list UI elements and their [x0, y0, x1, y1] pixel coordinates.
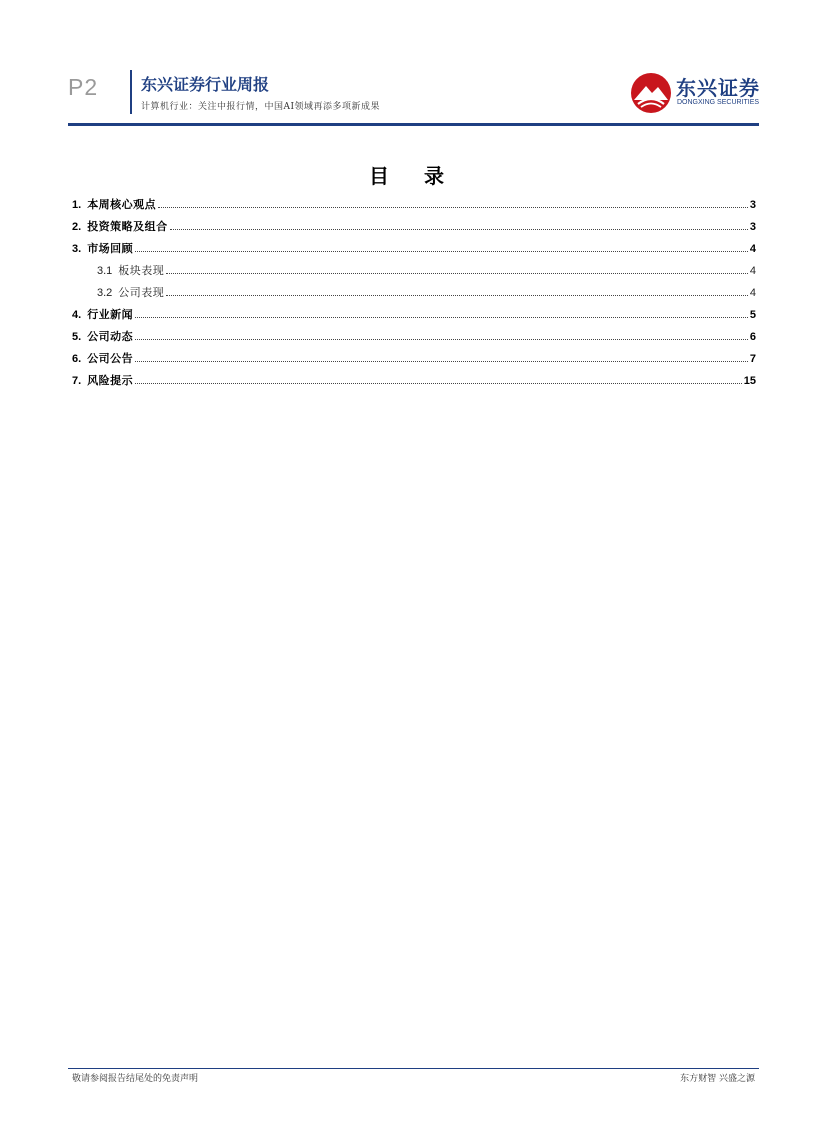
toc-entry-page: 3	[749, 199, 756, 211]
toc-leader-dots	[170, 228, 748, 230]
toc-entry-page: 4	[749, 243, 756, 255]
logo-name: 东兴证券	[676, 76, 760, 100]
report-title: 东兴证券行业周报	[141, 75, 270, 94]
toc-entry-number: 7.	[72, 375, 82, 387]
toc-entry-page: 4	[749, 287, 756, 299]
toc-leader-dots	[158, 206, 748, 208]
page-number: P2	[68, 74, 99, 100]
toc-entry-label: 风险提示	[87, 374, 134, 387]
toc-leader-dots	[166, 272, 748, 274]
toc-entry-page: 15	[743, 375, 756, 387]
toc-entry-label: 市场回顾	[87, 242, 134, 255]
toc-entry-label: 本周核心观点	[87, 198, 157, 211]
toc-leader-dots	[135, 338, 748, 340]
toc-entry-label: 公司动态	[87, 330, 134, 343]
toc-entry[interactable]	[72, 218, 756, 240]
toc-entry-label: 公司表现	[118, 286, 165, 299]
toc-entry-label: 板块表现	[118, 264, 165, 277]
toc-leader-dots	[135, 250, 748, 252]
table-of-contents	[72, 196, 756, 394]
logo-english-name: DONGXING SECURITIES	[677, 99, 760, 106]
toc-leader-dots	[135, 316, 748, 318]
toc-entry-number: 4.	[72, 309, 82, 321]
toc-entry-number: 2.	[72, 221, 82, 233]
company-logo	[630, 72, 760, 116]
toc-entry-number: 3.1	[97, 265, 113, 277]
toc-leader-dots	[135, 382, 742, 384]
toc-entry-page: 7	[749, 353, 756, 365]
footer-disclaimer: 敬请参阅报告结尾处的免责声明	[72, 1074, 199, 1084]
toc-entry[interactable]	[72, 196, 756, 218]
toc-entry-number: 1.	[72, 199, 82, 211]
toc-entry-number: 3.	[72, 243, 82, 255]
toc-entry-label: 公司公告	[87, 352, 134, 365]
toc-entry[interactable]	[72, 284, 756, 306]
toc-entry[interactable]	[72, 306, 756, 328]
toc-entry[interactable]	[72, 328, 756, 350]
report-subtitle: 计算机行业：关注中报行情，中国AI领域再添多项新成果	[141, 102, 381, 112]
header-divider	[130, 70, 132, 114]
toc-entry-label: 行业新闻	[87, 308, 134, 321]
toc-entry-label: 投资策略及组合	[87, 220, 168, 233]
toc-entry[interactable]	[72, 240, 756, 262]
footer-rule	[68, 1068, 759, 1069]
toc-entry-page: 3	[749, 221, 756, 233]
toc-entry-page: 4	[749, 265, 756, 277]
header-rule	[68, 123, 759, 126]
footer-slogan: 东方财智 兴盛之源	[680, 1074, 755, 1084]
toc-title: 目 录	[369, 164, 458, 188]
page-header	[0, 0, 827, 130]
toc-entry-number: 6.	[72, 353, 82, 365]
toc-entry-number: 5.	[72, 331, 82, 343]
toc-entry-page: 6	[749, 331, 756, 343]
toc-leader-dots	[166, 294, 748, 296]
toc-entry-number: 3.2	[97, 287, 113, 299]
toc-entry-page: 5	[749, 309, 756, 321]
toc-entry[interactable]	[72, 350, 756, 372]
toc-leader-dots	[135, 360, 748, 362]
toc-entry[interactable]	[72, 372, 756, 394]
logo-emblem-icon	[630, 72, 672, 114]
toc-entry[interactable]	[72, 262, 756, 284]
